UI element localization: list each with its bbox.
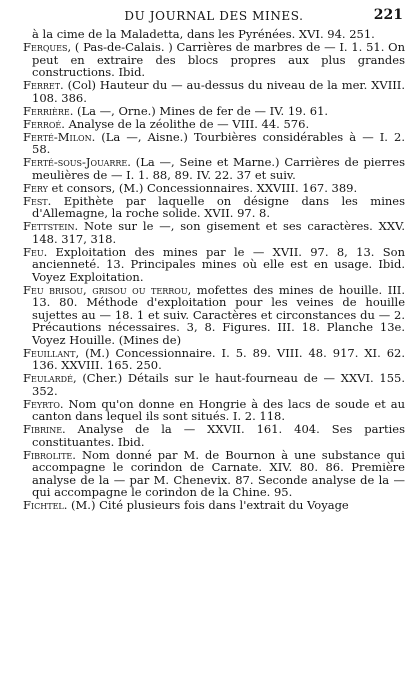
entry-headword: Fibrolite bbox=[23, 447, 73, 462]
entry-text: . Nom qu'on donne en Hongrie à des lacs de soude et au canton dans lequel ils sont situés. I. 2. 118. bbox=[32, 396, 405, 423]
index-entry bbox=[23, 449, 405, 499]
entry-text: , (M.) Concessionnaire. I. 5. 89. VIII. 48. 917. XI. 62. 136. XXVIII. 165. 250. bbox=[32, 345, 405, 372]
entry-headword: Fibrine bbox=[23, 422, 63, 436]
entry-text: . Nom donné par M. de Bournon à une substance qui accompagne le corindon de Carnate. XIV. 80. 86. Première analyse de la — par M. Chenevix. 87. Seconde analyse de la — qui accompagne le corindon de la Chine. 95. bbox=[32, 447, 405, 499]
entry-headword: Ferté-Milon bbox=[23, 129, 92, 144]
entry-headword: Feu bbox=[23, 244, 44, 259]
entry-text: , ( Pas-de-Calais. ) Carrières de marbres de — I. 1. 51. On peut en extraire des blocs propres aux plus grandes constructions. Ibid. bbox=[32, 40, 405, 79]
entry-text: . Analyse de la zéolithe de — VIII. 44. 576. bbox=[61, 116, 310, 131]
entry-headword: Ferret bbox=[23, 78, 61, 92]
index-entry bbox=[23, 118, 405, 131]
entry-text: . Note sur le —, son gisement et ses caractères. XXV. 148. 317, 318. bbox=[32, 219, 405, 246]
entry-headword: Ferroé bbox=[23, 116, 62, 131]
entry-text: . (M.) Cité plusieurs fois dans l'extrait du Voyage bbox=[63, 498, 349, 512]
entry-text: . (Col) Hauteur du — au-dessus du niveau de la mer. XVIII. 108. 386. bbox=[32, 78, 405, 105]
entry-text: . (La —, Orne.) Mines de fer de — IV. 19. 61. bbox=[69, 103, 329, 118]
index-entry bbox=[23, 423, 405, 448]
index-entry bbox=[23, 499, 405, 512]
index-entry bbox=[23, 79, 405, 104]
running-header bbox=[23, 6, 405, 28]
entry-headword: Fest bbox=[23, 193, 48, 208]
entry-text: . (La —, Seine et Marne.) Carrières de pierres meulières de — I. 1. 88, 89. IV. 22. 37 et suiv. bbox=[32, 155, 405, 182]
entry-text: , (Cher.) Détails sur le haut-fourneau de — XXVI. 155. 352. bbox=[32, 371, 405, 398]
entry-headword: Fettstein bbox=[23, 219, 75, 233]
index-entries bbox=[23, 28, 405, 512]
index-entry bbox=[23, 372, 405, 397]
index-entry bbox=[23, 284, 405, 347]
entry-text: . (La —, Aisne.) Tourbières considérables à — I. 2. 58. bbox=[32, 129, 405, 156]
entry-text: . Exploitation des mines par le — XVII. 97. 8, 13. Son ancienneté. 13. Principales mines où elle est en usage. Ibid. Voyez Exploitation. bbox=[32, 244, 405, 284]
entry-text: à la cime de la Maladetta, dans les Pyrénées. XVI. 94. 251. bbox=[32, 27, 375, 41]
index-entry bbox=[23, 156, 405, 181]
index-entry bbox=[23, 398, 405, 423]
index-entry bbox=[23, 182, 405, 195]
index-entry bbox=[23, 195, 405, 220]
entry-headword: Ferques bbox=[23, 40, 68, 54]
index-entry bbox=[23, 347, 405, 372]
entry-text: , mofettes des mines de houille. III. 13. 80. Méthode d'exploitation pour les veines de houille sujettes au — 18. 1 et suiv. Caractères et circonstances du — 2. Précautions nécessaires. 3, 8. Figures. III. 18. Planche 13e. Voyez Houille. (Mines de) bbox=[32, 282, 405, 347]
entry-headword: Fery bbox=[23, 180, 48, 195]
page-number: 221 bbox=[373, 7, 403, 23]
entry-headword: Ferrière bbox=[23, 103, 70, 118]
index-entry bbox=[23, 220, 405, 245]
entry-headword: Feu brisou, grisou ou terrou bbox=[23, 282, 188, 297]
running-title: DU JOURNAL DES MINES. bbox=[124, 9, 304, 23]
entry-headword: Feuillant bbox=[23, 345, 76, 360]
index-entry bbox=[23, 246, 405, 284]
entry-headword: Ferté-sous-Jouarre bbox=[23, 155, 128, 169]
entry-text: . Analyse de la — XXVII. 161. 404. Ses parties constituantes. Ibid. bbox=[32, 422, 405, 449]
entry-text: . Epithète par laquelle on désigne dans les mines d'Allemagne, la roche solide. XVII. 97. 8. bbox=[32, 193, 405, 220]
index-entry bbox=[23, 131, 405, 156]
entry-text: et consors, (M.) Concessionnaires. XXVIII. 167. 389. bbox=[47, 180, 358, 195]
entry-headword: Fichtel bbox=[23, 498, 64, 512]
entry-headword: Feyrto bbox=[23, 396, 60, 411]
entry-headword: Feulardé bbox=[23, 371, 73, 385]
index-entry bbox=[23, 105, 405, 118]
index-entry bbox=[23, 28, 405, 41]
index-entry bbox=[23, 41, 405, 79]
